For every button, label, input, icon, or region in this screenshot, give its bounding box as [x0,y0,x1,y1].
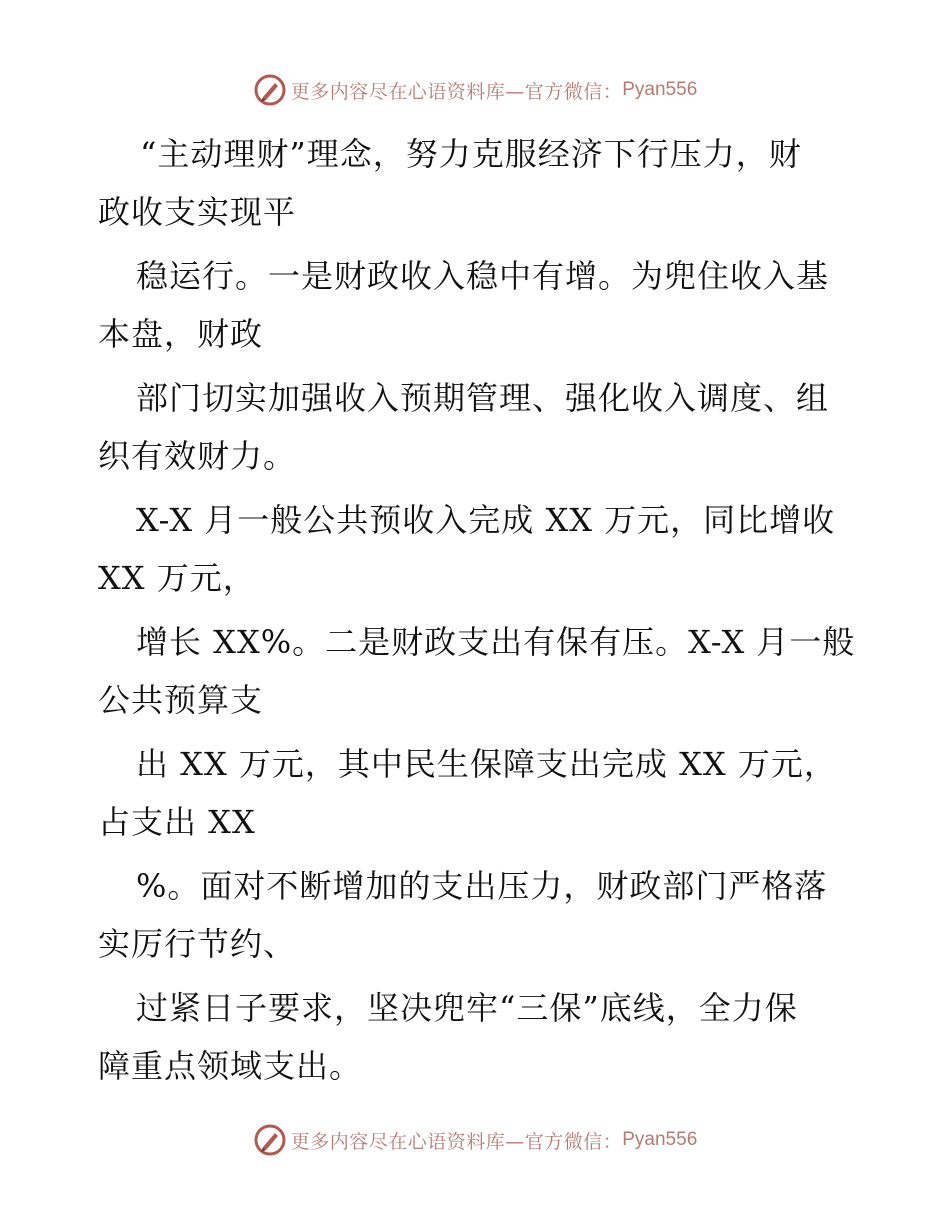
text-line: X-X 月一般公共预收入完成 XX 万元，同比增收 [136,501,836,539]
text-line: 公共预算支 [98,681,264,719]
text-line: 过紧日子要求，坚决兜牢“三保”底线，全力保 [136,989,798,1027]
text-line: 实厉行节约、 [98,925,297,963]
footer-watermark [0,1120,950,1160]
text-line: 本盘，财政 [98,315,264,353]
text-line: 占支出 XX [98,803,256,841]
watermark-id: Pyan556 [622,79,698,100]
text-line: %。面对不断增加的支出压力，财政部门严格落 [136,867,828,905]
text-line: 织有效财力。 [98,437,297,475]
text-line: 稳运行。一是财政收入稳中有增。为兜住收入基 [136,257,830,295]
watermark-id: Pyan556 [622,1129,698,1150]
text-line: “主动理财”理念，努力克服经济下行压力，财 [140,135,802,173]
watermark-text: 更多内容尽在心语资料库—官方微信： [290,80,623,103]
document-body [98,124,858,1100]
text-line: 政收支实现平 [98,193,297,231]
text-line: 出 XX 万元，其中民生保障支出完成 XX 万元， [136,745,837,783]
text-line: 障重点领域支出。 [98,1047,363,1085]
pen-circle-icon [253,73,287,107]
text-line: 部门切实加强收入预期管理、强化收入调度、组 [136,379,830,417]
watermark-text: 更多内容尽在心语资料库—官方微信： [290,1130,623,1153]
text-line: XX 万元， [98,559,256,597]
pen-circle-icon [253,1123,287,1157]
header-watermark [0,70,950,110]
text-line: 增长 XX%。二是财政支出有保有压。X-X 月一般 [136,623,856,661]
